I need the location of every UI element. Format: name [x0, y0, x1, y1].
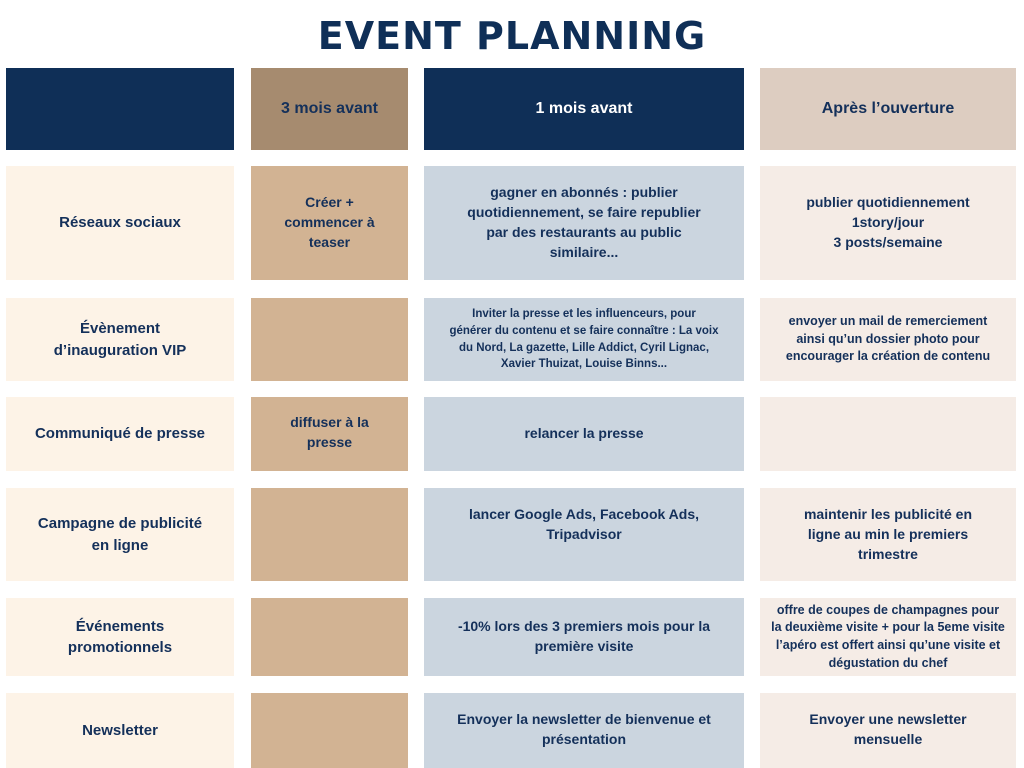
cell-apres-presse — [760, 397, 1016, 471]
row-label-evenement-inauguration: Évènement d’inauguration VIP — [6, 298, 234, 381]
cell-3-mois-reseaux: Créer + commencer à teaser — [251, 166, 408, 280]
row-label-newsletter: Newsletter — [6, 693, 234, 768]
cell-1-mois-presse: relancer la presse — [424, 397, 744, 471]
cell-1-mois-reseaux: gagner en abonnés : publier quotidiennement, se faire republier par des restaurants au public similaire... — [424, 166, 744, 280]
cell-3-mois-promotionnels — [251, 598, 408, 676]
page-title: EVENT PLANNING — [317, 14, 707, 58]
cell-apres-inauguration: envoyer un mail de remerciement ainsi qu’un dossier photo pour encourager la création de contenu — [760, 298, 1016, 381]
cell-1-mois-newsletter: Envoyer la newsletter de bienvenue et présentation — [424, 693, 744, 768]
cell-3-mois-newsletter — [251, 693, 408, 768]
cell-3-mois-publicite — [251, 488, 408, 581]
cell-apres-publicite: maintenir les publicité en ligne au min le premiers trimestre — [760, 488, 1016, 581]
header-3-mois-avant: 3 mois avant — [251, 68, 408, 150]
cell-3-mois-inauguration — [251, 298, 408, 381]
row-label-communique-presse: Communiqué de presse — [6, 397, 234, 471]
header-1-mois-avant: 1 mois avant — [424, 68, 744, 150]
row-label-reseaux-sociaux: Réseaux sociaux — [6, 166, 234, 280]
row-label-campagne-publicite: Campagne de publicité en ligne — [6, 488, 234, 581]
cell-apres-reseaux: publier quotidiennement 1story/jour 3 posts/semaine — [760, 166, 1016, 280]
cell-3-mois-presse: diffuser à la presse — [251, 397, 408, 471]
cell-apres-promotionnels: offre de coupes de champagnes pour la deuxième visite + pour la 5eme visite l’apéro est offert ainsi qu’une visite et dégustation du chef — [760, 598, 1016, 676]
cell-1-mois-promotionnels: -10% lors des 3 premiers mois pour la première visite — [424, 598, 744, 676]
header-apres-ouverture: Après l’ouverture — [760, 68, 1016, 150]
header-cell-empty — [6, 68, 234, 150]
cell-apres-newsletter: Envoyer une newsletter mensuelle — [760, 693, 1016, 768]
row-label-evenements-promotionnels: Événements promotionnels — [6, 598, 234, 676]
cell-1-mois-inauguration: Inviter la presse et les influenceurs, pour générer du contenu et se faire connaître : La voix du Nord, La gazette, Lille Addict, Cyril Lignac, Xavier Thuizat, Louise Binns... — [424, 298, 744, 381]
cell-1-mois-publicite: lancer Google Ads, Facebook Ads, Tripadvisor — [424, 488, 744, 581]
